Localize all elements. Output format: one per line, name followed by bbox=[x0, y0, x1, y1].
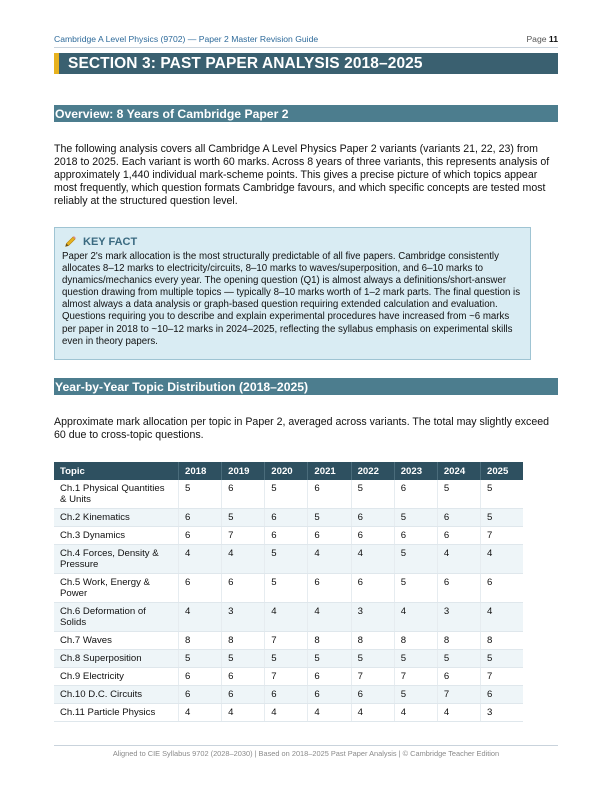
mark-cell: 7 bbox=[351, 668, 394, 686]
mark-cell: 6 bbox=[265, 686, 308, 704]
distribution-heading-text: Year-by-Year Topic Distribution (2018–2025) bbox=[55, 379, 309, 394]
mark-cell: 6 bbox=[308, 668, 351, 686]
mark-cell: 3 bbox=[222, 603, 265, 632]
mark-cell: 3 bbox=[351, 603, 394, 632]
overview-paragraph: The following analysis covers all Cambridge A Level Physics Paper 2 variants (variants 21, 22, 23) from 2018 to 2025. Each variant is worth 60 marks. Across 8 years of three variants, this represents analysis of approximately 1,440 individual mark-scheme points. This gives a precise picture of which topics appear most frequently, which question formats Cambridge favours, and which specific concepts are tested most reliably at the structured question level. bbox=[54, 143, 550, 208]
mark-cell: 6 bbox=[179, 686, 222, 704]
mark-cell: 5 bbox=[179, 480, 222, 509]
column-header: 2018 bbox=[179, 462, 222, 480]
mark-cell: 5 bbox=[179, 650, 222, 668]
mark-cell: 3 bbox=[480, 704, 523, 722]
topic-cell: Ch.4 Forces, Density & Pressure bbox=[54, 545, 179, 574]
mark-cell: 4 bbox=[351, 704, 394, 722]
mark-cell: 4 bbox=[265, 704, 308, 722]
mark-cell: 5 bbox=[394, 574, 437, 603]
mark-cell: 5 bbox=[265, 574, 308, 603]
mark-cell: 6 bbox=[222, 668, 265, 686]
mark-cell: 6 bbox=[351, 686, 394, 704]
mark-cell: 4 bbox=[265, 603, 308, 632]
mark-cell: 5 bbox=[437, 480, 480, 509]
table-row bbox=[54, 509, 523, 527]
table-row bbox=[54, 480, 523, 509]
mark-cell: 5 bbox=[222, 650, 265, 668]
topic-cell: Ch.1 Physical Quantities & Units bbox=[54, 480, 179, 509]
topic-cell: Ch.5 Work, Energy & Power bbox=[54, 574, 179, 603]
mark-cell: 5 bbox=[437, 650, 480, 668]
mark-cell: 3 bbox=[437, 603, 480, 632]
column-header: 2021 bbox=[308, 462, 351, 480]
topic-cell: Ch.3 Dynamics bbox=[54, 527, 179, 545]
mark-cell: 6 bbox=[179, 527, 222, 545]
distribution-heading bbox=[54, 378, 558, 395]
mark-cell: 6 bbox=[308, 480, 351, 509]
mark-cell: 4 bbox=[351, 545, 394, 574]
page-label: Page bbox=[526, 34, 547, 44]
running-header bbox=[54, 34, 558, 48]
distribution-intro: Approximate mark allocation per topic in Paper 2, averaged across variants. The total may slightly exceed 60 due to cross-topic questions. bbox=[54, 416, 550, 442]
table-row bbox=[54, 574, 523, 603]
topic-cell: Ch.9 Electricity bbox=[54, 668, 179, 686]
mark-cell: 5 bbox=[308, 509, 351, 527]
section-accent-bar bbox=[54, 53, 59, 74]
mark-cell: 6 bbox=[308, 686, 351, 704]
mark-cell: 8 bbox=[179, 632, 222, 650]
mark-cell: 4 bbox=[394, 704, 437, 722]
mark-cell: 6 bbox=[437, 509, 480, 527]
topic-cell: Ch.6 Deformation of Solids bbox=[54, 603, 179, 632]
page-number: 11 bbox=[548, 34, 558, 44]
column-header: 2022 bbox=[351, 462, 394, 480]
table-header-row bbox=[54, 462, 523, 480]
mark-cell: 7 bbox=[437, 686, 480, 704]
table-row bbox=[54, 686, 523, 704]
mark-cell: 5 bbox=[265, 650, 308, 668]
topic-cell: Ch.8 Superposition bbox=[54, 650, 179, 668]
mark-cell: 6 bbox=[179, 574, 222, 603]
table-row bbox=[54, 545, 523, 574]
column-header: 2025 bbox=[480, 462, 523, 480]
mark-cell: 5 bbox=[308, 650, 351, 668]
topic-cell: Ch.7 Waves bbox=[54, 632, 179, 650]
mark-cell: 4 bbox=[308, 704, 351, 722]
table-row bbox=[54, 632, 523, 650]
key-fact-header bbox=[64, 235, 530, 248]
mark-cell: 8 bbox=[480, 632, 523, 650]
column-header: 2019 bbox=[222, 462, 265, 480]
mark-cell: 6 bbox=[222, 574, 265, 603]
mark-cell: 5 bbox=[394, 686, 437, 704]
column-header: Topic bbox=[54, 462, 179, 480]
mark-cell: 7 bbox=[480, 668, 523, 686]
mark-cell: 4 bbox=[437, 704, 480, 722]
mark-cell: 4 bbox=[394, 603, 437, 632]
mark-cell: 5 bbox=[394, 545, 437, 574]
mark-cell: 6 bbox=[308, 574, 351, 603]
mark-cell: 4 bbox=[222, 704, 265, 722]
mark-cell: 6 bbox=[179, 668, 222, 686]
mark-cell: 6 bbox=[394, 527, 437, 545]
column-header: 2020 bbox=[265, 462, 308, 480]
mark-cell: 5 bbox=[394, 509, 437, 527]
mark-cell: 7 bbox=[265, 668, 308, 686]
mark-cell: 5 bbox=[351, 480, 394, 509]
mark-cell: 5 bbox=[480, 480, 523, 509]
mark-cell: 6 bbox=[394, 480, 437, 509]
mark-cell: 6 bbox=[351, 509, 394, 527]
mark-cell: 5 bbox=[480, 650, 523, 668]
mark-cell: 5 bbox=[265, 480, 308, 509]
mark-cell: 6 bbox=[480, 686, 523, 704]
mark-cell: 4 bbox=[179, 603, 222, 632]
mark-cell: 8 bbox=[308, 632, 351, 650]
mark-cell: 5 bbox=[351, 650, 394, 668]
key-fact-body: Paper 2's mark allocation is the most structurally predictable of all five papers. Cambridge consistently allocates 8–12 marks to electricity/circuits, 8–10 marks to waves/superposition, and 6–10 marks to dynamics/mechanics every year. The opening question (Q1) is almost always a definitions/short-answer question drawing from multiple topics — typically 8–10 marks worth of 1–2 mark parts. The final question is almost always a data analysis or graph-based question requiring extended calculation and evaluation. Questions requiring you to describe and explain experimental procedures have increased from ~6 marks per paper in 2018 to ~10–12 marks in 2024–2025, reflecting the syllabus emphasis on experimental skills even in theory papers. bbox=[62, 251, 521, 347]
table-row bbox=[54, 527, 523, 545]
table-body bbox=[54, 480, 523, 722]
topic-distribution-table bbox=[54, 462, 523, 722]
mark-cell: 4 bbox=[480, 603, 523, 632]
section-banner bbox=[54, 53, 558, 74]
mark-cell: 5 bbox=[222, 509, 265, 527]
mark-cell: 6 bbox=[437, 574, 480, 603]
mark-cell: 8 bbox=[437, 632, 480, 650]
mark-cell: 6 bbox=[265, 509, 308, 527]
mark-cell: 6 bbox=[437, 527, 480, 545]
guide-title: Cambridge A Level Physics (9702) — Paper 2 Master Revision Guide bbox=[54, 34, 319, 44]
page-footer: Aligned to CIE Syllabus 9702 (2028–2030) | Based on 2018–2025 Past Paper Analysis | © Cambridge Teacher Edition bbox=[54, 745, 558, 758]
key-fact-box bbox=[54, 227, 531, 360]
key-fact-title: KEY FACT bbox=[83, 235, 138, 248]
mark-cell: 6 bbox=[437, 668, 480, 686]
overview-heading-text: Overview: 8 Years of Cambridge Paper 2 bbox=[55, 106, 289, 121]
mark-cell: 4 bbox=[480, 545, 523, 574]
pencil-icon bbox=[64, 235, 77, 248]
mark-cell: 6 bbox=[222, 686, 265, 704]
mark-cell: 4 bbox=[308, 545, 351, 574]
table-row bbox=[54, 650, 523, 668]
mark-cell: 6 bbox=[179, 509, 222, 527]
topic-cell: Ch.11 Particle Physics bbox=[54, 704, 179, 722]
mark-cell: 6 bbox=[265, 527, 308, 545]
mark-cell: 6 bbox=[351, 527, 394, 545]
mark-cell: 7 bbox=[480, 527, 523, 545]
mark-cell: 4 bbox=[437, 545, 480, 574]
topic-cell: Ch.2 Kinematics bbox=[54, 509, 179, 527]
mark-cell: 4 bbox=[308, 603, 351, 632]
mark-cell: 8 bbox=[394, 632, 437, 650]
mark-cell: 8 bbox=[222, 632, 265, 650]
mark-cell: 5 bbox=[480, 509, 523, 527]
page-indicator bbox=[526, 34, 558, 44]
overview-heading bbox=[54, 105, 558, 122]
mark-cell: 6 bbox=[480, 574, 523, 603]
section-title: SECTION 3: PAST PAPER ANALYSIS 2018–2025 bbox=[68, 54, 423, 72]
mark-cell: 7 bbox=[394, 668, 437, 686]
mark-cell: 6 bbox=[222, 480, 265, 509]
mark-cell: 7 bbox=[222, 527, 265, 545]
mark-cell: 8 bbox=[351, 632, 394, 650]
mark-cell: 4 bbox=[222, 545, 265, 574]
mark-cell: 5 bbox=[265, 545, 308, 574]
topic-cell: Ch.10 D.C. Circuits bbox=[54, 686, 179, 704]
mark-cell: 6 bbox=[308, 527, 351, 545]
column-header: 2024 bbox=[437, 462, 480, 480]
mark-cell: 6 bbox=[351, 574, 394, 603]
column-header: 2023 bbox=[394, 462, 437, 480]
mark-cell: 4 bbox=[179, 545, 222, 574]
table-row bbox=[54, 668, 523, 686]
mark-cell: 4 bbox=[179, 704, 222, 722]
table-row bbox=[54, 603, 523, 632]
table-row bbox=[54, 704, 523, 722]
mark-cell: 7 bbox=[265, 632, 308, 650]
mark-cell: 5 bbox=[394, 650, 437, 668]
